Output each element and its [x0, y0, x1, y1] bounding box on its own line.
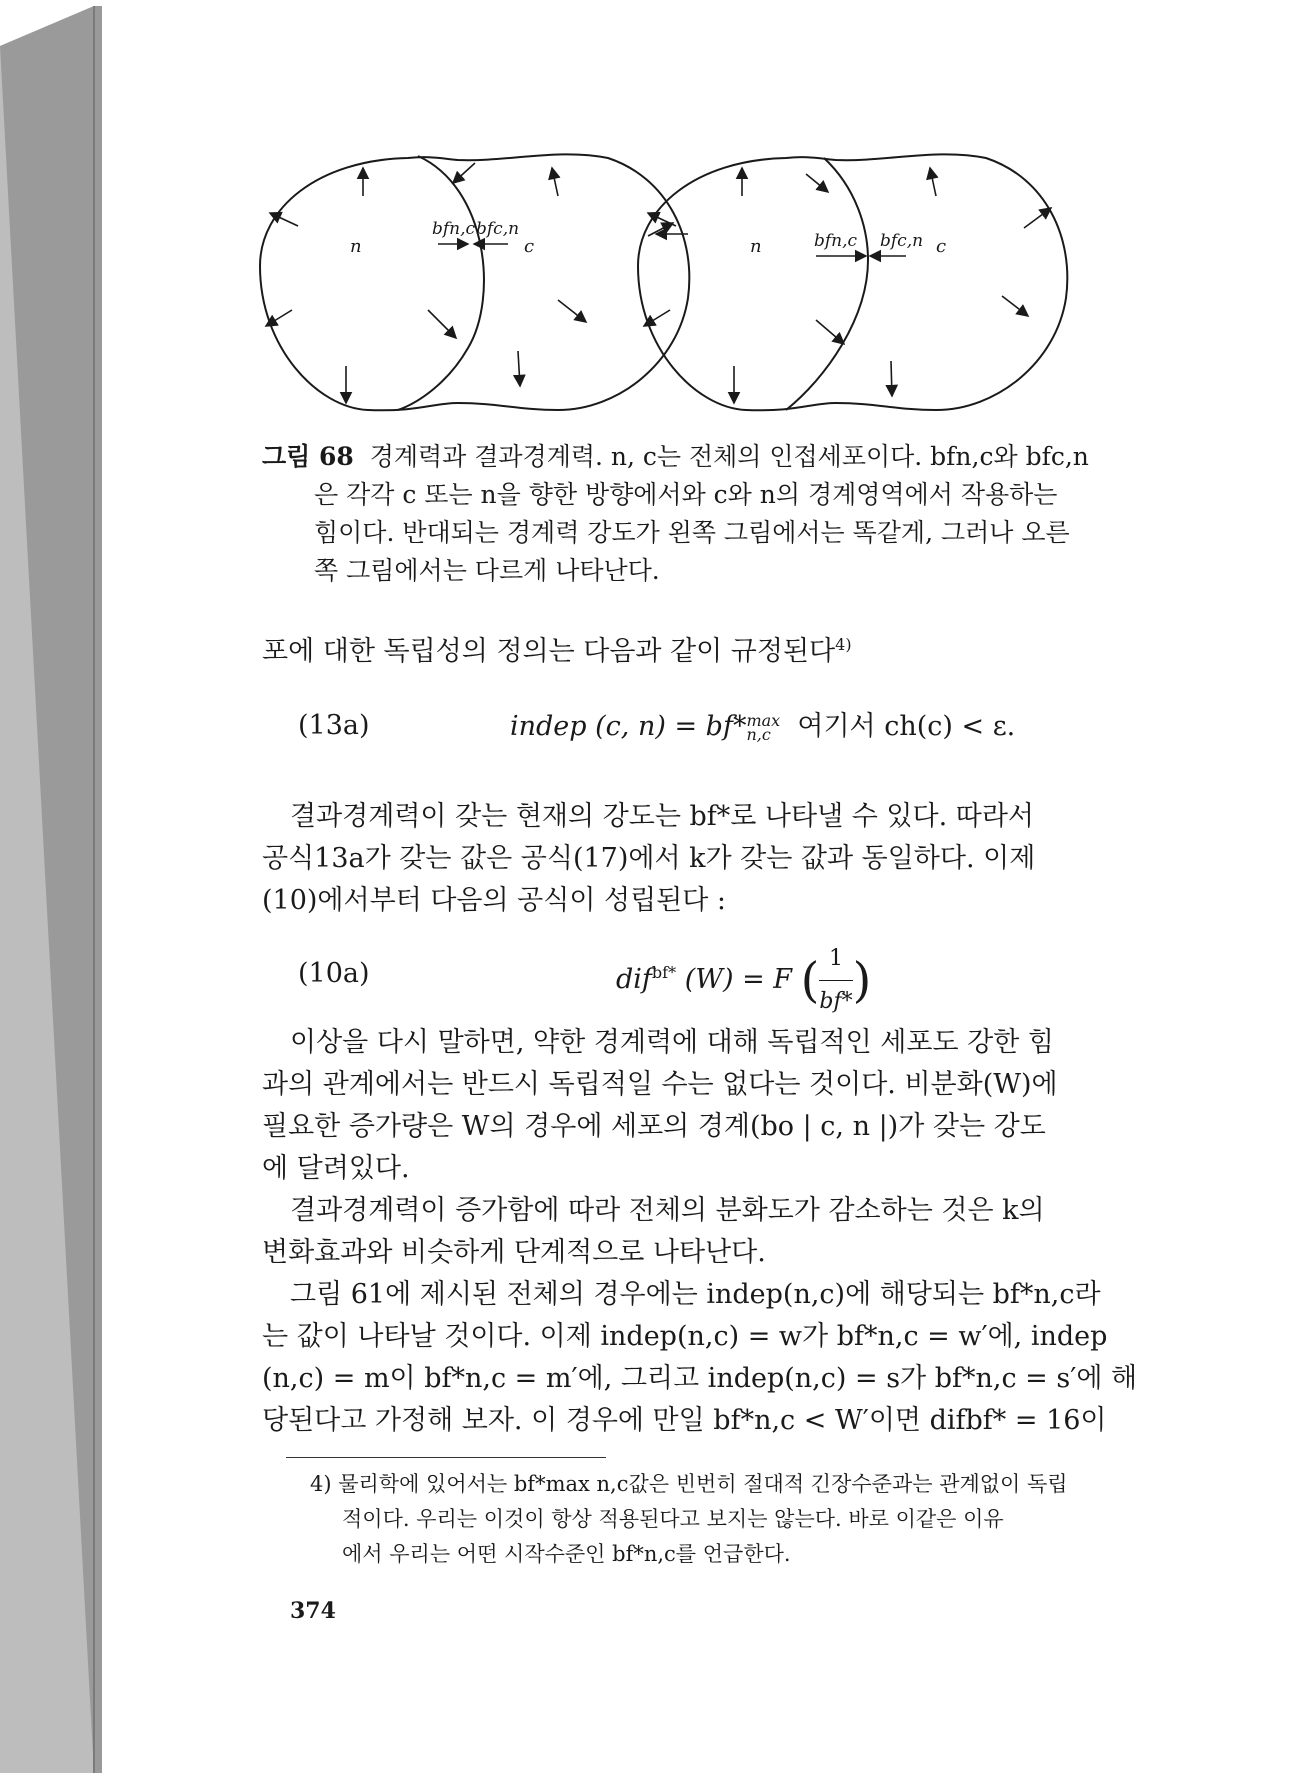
eq-13a-number: (13a) [298, 710, 370, 741]
caption-lead: 그림 68 [262, 442, 354, 471]
right-label-bf-cn: bfc,n [880, 231, 924, 251]
para2-line-1: 이상을 다시 말하면, 약한 경계력에 대해 독립적인 세포도 강한 힘 [290, 1027, 1054, 1058]
para1-line-3: (10)에서부터 다음의 공식이 성립된다 : [262, 885, 726, 916]
eq-10a-sup: bf* [651, 963, 677, 982]
right-cell-diagram [638, 154, 1067, 410]
eq-13a-sub: n,c [746, 724, 771, 744]
para1-line-2: 공식13a가 갖는 값은 공식(17)에서 k가 갖는 값과 동일하다. 이제 [262, 843, 1036, 874]
para4-line-2: 는 값이 나타날 것이다. 이제 indep(n,c) = w가 bf*n,c = w′에, indep [262, 1321, 1108, 1352]
figure-68 [258, 148, 1138, 418]
caption-line-3: 힘이다. 반대되는 경계력 강도가 왼쪽 그림에서는 똑같게, 그러나 오른 [314, 518, 1070, 547]
right-label-c: c [936, 236, 947, 257]
para1-line-1: 결과경계력이 갖는 현재의 강도는 bf*로 나타낼 수 있다. 따라서 [290, 801, 1034, 832]
footnote-rule [286, 1457, 606, 1458]
left-label-bf-cn: bfc,n [476, 219, 520, 239]
paragraph-3 [262, 1190, 1152, 1274]
eq-10a-number: (10a) [298, 958, 370, 989]
page-number: 374 [290, 1598, 336, 1624]
paragraph-4 [262, 1274, 1152, 1442]
footnote-line-2: 적이다. 우리는 이것이 항상 적용된다고 보지는 않는다. 바로 이같은 이유 [342, 1507, 1004, 1531]
eq-10a-fraction [819, 938, 852, 1023]
paragraph-1 [262, 796, 1152, 922]
intro-footnote-ref: 4) [835, 635, 852, 654]
footnote-4 [310, 1467, 1150, 1572]
para3-line-1: 결과경계력이 증가함에 따라 전체의 분화도가 감소하는 것은 k의 [290, 1195, 1045, 1226]
footnote-line-1: 4) 물리학에 있어서는 bf*max n,c값은 빈번히 절대적 긴장수준과는 관계없이 독립 [310, 1472, 1068, 1496]
intro-line [262, 624, 1152, 673]
equation-13a [510, 706, 1015, 748]
para4-line-3: (n,c) = m이 bf*n,c = m′에, 그리고 indep(n,c) = s가 bf*n,c = s′에 해 [262, 1363, 1138, 1394]
eq-10a-lhs: dif [616, 964, 652, 995]
para2-line-3: 필요한 증가량은 W의 경우에 세포의 경계(bo | c, n |)가 갖는 강도 [262, 1111, 1046, 1142]
left-label-n: n [350, 236, 362, 257]
caption-line-1: 경계력과 결과경계력. n, c는 전체의 인접세포이다. bfn,c와 bfc,n [369, 442, 1089, 471]
eq-13a-sup: max [746, 710, 781, 730]
left-label-bf-nc: bfn,c [432, 219, 476, 239]
left-label-c: c [524, 236, 535, 257]
intro-text: 포에 대한 독립성의 정의는 다음과 같이 규정된다 [262, 636, 836, 667]
figure-caption [262, 438, 1152, 590]
caption-line-2: 은 각각 c 또는 n을 향한 방향에서와 c와 n의 경계영역에서 작용하는 [314, 480, 1058, 509]
equation-10a: dif$^{bf*}$ (W) = F ( $\frac{1}{bf*}$ ) [616, 938, 871, 1023]
para4-line-1: 그림 61에 제시된 전체의 경우에는 indep(n,c)에 해당되는 bf*n,c라 [290, 1279, 1101, 1310]
paragraph-2 [262, 1022, 1152, 1190]
eq-10a-denominator: bf* [819, 989, 853, 1014]
caption-line-4: 쪽 그림에서는 다르게 나타난다. [314, 556, 660, 585]
eq-13a-rest: 여기서 ch(c) < ε. [797, 711, 1016, 742]
footnote-line-3: 에서 우리는 어떤 시작수준인 bf*n,c를 언급한다. [342, 1542, 791, 1566]
para4-line-4: 당된다고 가정해 보자. 이 경우에 만일 bf*n,c < W′이면 difbf* = 16이 [262, 1405, 1107, 1436]
book-spine [0, 0, 102, 1773]
para2-line-4: 에 달려있다. [262, 1153, 410, 1184]
right-label-n: n [750, 236, 762, 257]
para2-line-2: 과의 관계에서는 반드시 독립적일 수는 없다는 것이다. 비분화(W)에 [262, 1069, 1058, 1100]
left-cell-diagram [260, 154, 689, 410]
eq-10a-mid: (W) = F [684, 964, 793, 995]
para3-line-2: 변화효과와 비슷하게 단계적으로 나타난다. [262, 1237, 766, 1268]
right-label-bf-nc: bfn,c [814, 231, 858, 251]
eq-10a-numerator: 1 [819, 938, 852, 981]
eq-13a-lhs: indep (c, n) = bf* [510, 711, 747, 742]
